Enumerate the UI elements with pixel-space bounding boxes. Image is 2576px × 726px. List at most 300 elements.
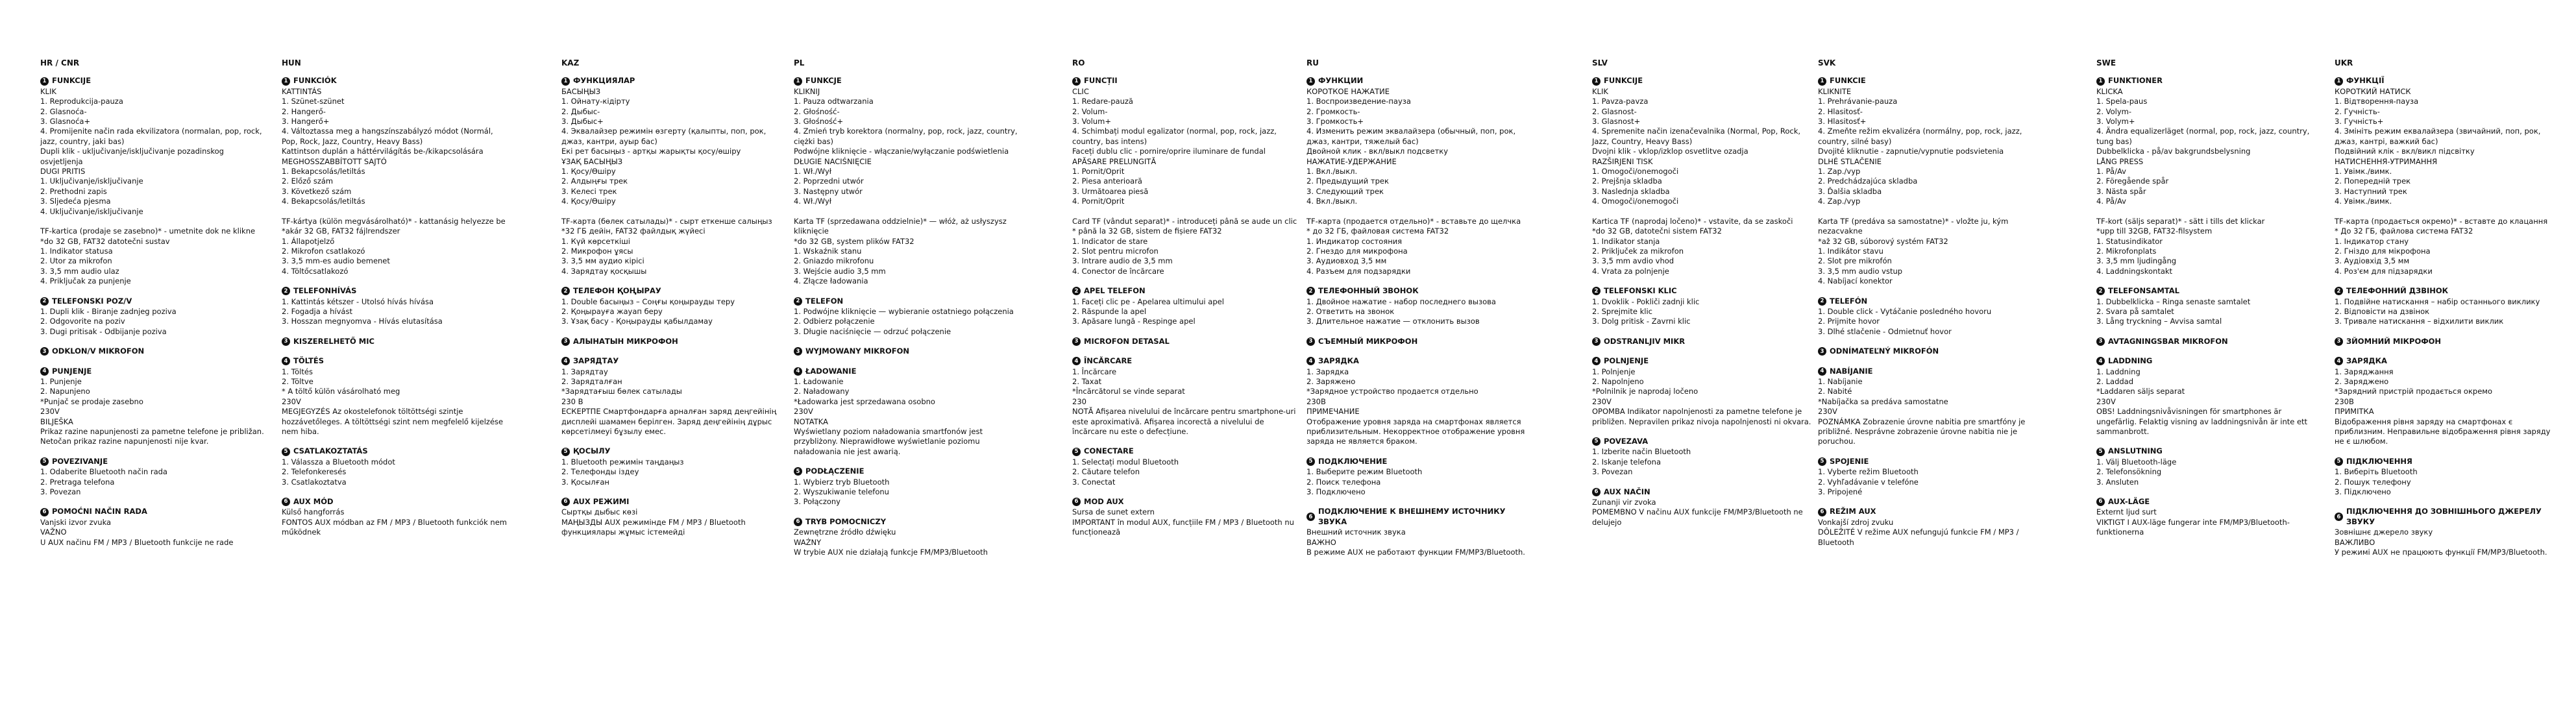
instruction-line: *až 32 GB, súborový systém FAT32	[1818, 236, 1948, 246]
instruction-line: 4. Spremenite način izenačevalnika (Normal, Pop, Rock, Jazz, Country, Heavy Bass)	[1592, 127, 1801, 146]
section-heading	[1592, 437, 1819, 446]
section-title: FUNKCIÓK	[293, 76, 337, 86]
instruction-line: 1. Double click - Vytáčanie posledného hovoru	[1818, 306, 1992, 316]
instruction-line: 230V	[282, 396, 301, 406]
instruction-line: ҰЗАҚ БАСЫҢЫЗ	[561, 156, 623, 166]
section-heading	[282, 337, 509, 346]
section-number-badge: 1	[2096, 77, 2105, 86]
instruction-line: 4. Nabíjací konektor	[1818, 276, 1893, 286]
instruction-line: 1. Bluetooth режимін таңдаңыз	[561, 457, 684, 466]
manual-section	[1818, 457, 2045, 498]
section-heading	[1818, 346, 2045, 356]
section-title: FUNKCIJE	[52, 76, 92, 86]
instruction-line: Екі рет басыңыз - артқы жарықты қосу/өшіру	[561, 147, 741, 156]
instruction-line: 1. Spela-paus	[2096, 97, 2148, 106]
section-number-badge: 5	[561, 448, 570, 456]
instruction-line: OBS! Laddningsnivåvisningen för smartphones är ungefärlig. Felaktig visning av laddningsnivån är inte ett sammanbrott.	[2096, 407, 2308, 436]
instruction-line: У режимі AUX не працюють функції FM/MP3/Bluetooth.	[2335, 548, 2547, 557]
instruction-line: 4. Wł./Wył	[794, 197, 832, 206]
section-heading	[2335, 76, 2562, 86]
section-title: ТЕЛЕФОННИЙ ДЗВІНОК	[2346, 286, 2449, 296]
section-heading	[1306, 356, 1534, 366]
instruction-line: 3. Glasnost+	[1592, 117, 1641, 127]
instruction-line: 4. Қосу/Өшіру	[561, 197, 616, 206]
instruction-line: 4. Laddningskontakt	[2096, 266, 2173, 276]
instruction-line: 4. Увімк./вимк.	[2335, 197, 2392, 206]
instruction-line: 2. Volym-	[2096, 106, 2131, 116]
section-title: ФУНКЦІЇ	[2346, 76, 2385, 86]
instruction-line: 1. Ładowanie	[794, 376, 844, 386]
instruction-line: 3. Ұзақ басу - Қоңырауды қабылдамау	[561, 317, 713, 326]
instruction-line: TF-kártya (külön megvásárolható)* - kattanásig helyezze be	[282, 216, 506, 226]
section-title: SPOJENIE	[1830, 456, 1869, 466]
section-heading	[2335, 286, 2562, 296]
section-heading	[40, 367, 267, 376]
instruction-line: 2. Slot pre mikrofón	[1818, 256, 1892, 266]
instruction-line: 1. Nabíjanie	[1818, 376, 1863, 386]
section-number-badge: 6	[1306, 513, 1315, 521]
instruction-line: 3. Sljedeća pjesma	[40, 197, 111, 206]
manual-section	[1072, 356, 1299, 437]
instruction-line: 2. Предыдущий трек	[1306, 176, 1389, 186]
instruction-line: БАСЫҢЫЗ	[561, 86, 601, 96]
instruction-line: 1. Töltés	[282, 367, 313, 376]
instruction-line: MEGJEGYZÉS Az okostelefonok töltöttségi szintje hozzávetőleges. A töltöttségi szint nem megfelelő kijelzése nem hiba.	[282, 407, 504, 436]
section-number-badge: 2	[282, 287, 290, 295]
section-number-badge: 6	[2335, 513, 2343, 521]
instruction-line: 1. Indicator de stare	[1072, 236, 1148, 246]
instruction-line: * până la 32 GB, sistem de fișiere FAT32	[1072, 226, 1222, 236]
section-heading	[1072, 337, 1299, 346]
manual-section	[2096, 286, 2324, 327]
manual-section	[1306, 286, 1534, 327]
manual-section	[1306, 337, 1534, 346]
instruction-line: 1. Uključivanje/isključivanje	[40, 176, 143, 186]
instruction-line: 2. Микрофон ұясы	[561, 246, 633, 256]
instruction-line: 4. Изменить режим эквалайзера (обычный, поп, рок, джаз, кантри, тяжелый бас)	[1306, 127, 1516, 146]
instruction-line: 2. Телефонды іздеу	[561, 467, 639, 477]
instruction-line: 3. Наступний трек	[2335, 186, 2407, 196]
instruction-line: 4. Promijenite način rada ekvilizatora (normalan, pop, rock, jazz, country, jaki bas)	[40, 127, 262, 146]
section-title: PUNJENJE	[52, 366, 92, 376]
spacer	[1072, 207, 1299, 217]
section-heading	[1306, 337, 1534, 346]
section-title: TELEFON	[805, 296, 844, 306]
section-title: APEL TELEFON	[1084, 286, 1146, 296]
instruction-line: 2. Napolnjeno	[1592, 376, 1644, 386]
section-number-badge: 5	[1592, 437, 1601, 446]
instruction-line: 2. Utor za mikrofon	[40, 256, 112, 266]
instruction-line: U AUX načinu FM / MP3 / Bluetooth funkcije ne rade	[40, 537, 234, 547]
instruction-line: 2. Vyhľadávanie v telefóne	[1818, 477, 1919, 487]
section-number-badge: 2	[1072, 287, 1081, 295]
language-code: HR / CNR	[40, 58, 80, 67]
instruction-line: 1. Indikátor stavu	[1818, 246, 1883, 256]
section-heading	[2335, 457, 2562, 466]
instruction-line: Отображение уровня заряда на смартфонах является приблизительным. Некорректное отображение уровня заряда не является браком.	[1306, 417, 1525, 446]
section-title: NABÍJANIE	[1830, 366, 1873, 376]
section-heading	[1306, 507, 1534, 527]
instruction-line: ПРИМЕЧАНИЕ	[1306, 407, 1360, 417]
section-heading	[1306, 457, 1534, 466]
instruction-line: 2. Відповісти на дзвінок	[2335, 306, 2430, 316]
instruction-line: 1. Индикатор состояния	[1306, 236, 1403, 246]
instruction-line: 4. Bekapcsolás/letiltás	[282, 197, 365, 206]
section-number-badge: 3	[40, 347, 49, 356]
instruction-line: Karta TF (sprzedawana oddzielnie)* — włóż, aż usłyszysz kliknięcie	[794, 216, 1007, 236]
section-heading	[2096, 286, 2324, 296]
instruction-line: ВАЖНО	[1306, 537, 1336, 547]
manual-section	[40, 367, 267, 447]
manual-section	[282, 497, 509, 538]
section-heading	[282, 446, 509, 456]
section-heading	[1592, 337, 1819, 346]
section-title: CSATLAKOZTATÁS	[293, 446, 368, 456]
section-title: FUNKCIJE	[1604, 76, 1643, 86]
manual-section	[1818, 76, 2045, 286]
section-heading	[794, 76, 1021, 86]
section-title: AVTAGNINGSBAR MIKROFON	[2108, 336, 2228, 346]
instruction-line: 2. Зарядталған	[561, 376, 622, 386]
instruction-line: 1. Válassza a Bluetooth módot	[282, 457, 395, 466]
instruction-line: POZNÁMKA Zobrazenie úrovne nabitia pre smartfóny je približné. Nesprávne zobrazenie úrovne nabitia nie je poruchou.	[1818, 417, 2026, 446]
instruction-line: 1. Szünet-szünet	[282, 97, 345, 106]
instruction-line: Відображення рівня заряду на смартфонах є приблизним. Неправильне відображення рівня заряду не є шлюбом.	[2335, 417, 2551, 446]
section-number-badge: 5	[2335, 457, 2343, 466]
instruction-line: 3. Povezan	[40, 487, 81, 497]
instruction-line: 2. Ответить на звонок	[1306, 306, 1395, 316]
instruction-line: 2. Громкость-	[1306, 106, 1360, 116]
instruction-line: 2. Алдыңғы трек	[561, 176, 628, 186]
instruction-line: *do 32 GB, system plików FAT32	[794, 236, 914, 246]
instruction-line: 3. Apăsare lungă - Respinge apel	[1072, 317, 1196, 326]
instruction-line: 1. Pavza-pavza	[1592, 97, 1649, 106]
section-heading	[40, 296, 267, 306]
manual-section	[1818, 367, 2045, 447]
instruction-line: KLIK	[1592, 86, 1608, 96]
section-heading	[561, 356, 789, 366]
language-column	[282, 58, 509, 548]
section-heading	[1306, 76, 1534, 86]
instruction-line: Sursa de sunet extern	[1072, 507, 1155, 517]
section-heading	[2096, 446, 2324, 456]
manual-section	[794, 346, 1021, 356]
section-number-badge: 2	[1306, 287, 1315, 295]
instruction-line: 1. Laddning	[2096, 367, 2141, 376]
instruction-line: Faceți dublu clic - pornire/oprire iluminare de fundal	[1072, 147, 1266, 156]
instruction-line: NOTATKA	[794, 417, 828, 426]
section-number-badge: 1	[282, 77, 290, 86]
instruction-line: 1. Indikator stanja	[1592, 236, 1660, 246]
instruction-line: Prikaz razine napunjenosti za pametne telefone je približan. Netočan prikaz razine napunjenosti nije kvar.	[40, 427, 264, 446]
instruction-line: 4. Priključak za punjenje	[40, 276, 131, 286]
instruction-line: DLHÉ STLAČENIE	[1818, 156, 1882, 166]
instruction-line: 3. Hlasitosť+	[1818, 117, 1867, 127]
manual-section	[40, 346, 267, 356]
section-heading	[40, 346, 267, 356]
manual-section	[40, 507, 267, 548]
manual-section	[1592, 437, 1819, 478]
language-column	[1592, 58, 1819, 537]
section-heading	[1818, 76, 2045, 86]
instruction-line: 3. Ďalšia skladba	[1818, 186, 1882, 196]
instruction-line: MEGHOSSZABBÍTOTT SAJTÓ	[282, 156, 387, 166]
section-title: TELEFÓN	[1830, 296, 1868, 306]
instruction-line: МАҢЫЗДЫ AUX режимінде FM / MP3 / Bluetooth функциялары жұмыс істемейді	[561, 517, 746, 537]
instruction-line: 2. Telefonkeresés	[282, 467, 347, 477]
instruction-line: 3. 3,5 мм аудио кірісі	[561, 256, 644, 266]
instruction-line: *Зарядное устройство продается отдельно	[1306, 387, 1478, 396]
instruction-line: 2. Fogadja a hívást	[282, 306, 352, 316]
section-heading	[794, 517, 1021, 527]
section-title: ЗЙОМНИЙ МІКРОФОН	[2346, 336, 2442, 346]
manual-section	[1072, 286, 1299, 327]
instruction-line: 2. Поиск телефона	[1306, 477, 1381, 487]
section-number-badge: 6	[40, 508, 49, 516]
instruction-line: *Nabíjačka sa predáva samostatne	[1818, 396, 1948, 406]
spacer	[282, 207, 509, 217]
instruction-line: POMEMBNO V načinu AUX funkcije FM/MP3/Bluetooth ne delujejo	[1592, 507, 1803, 527]
section-title: MOD AUX	[1084, 497, 1124, 507]
section-number-badge: 4	[561, 357, 570, 365]
instruction-line: 3. Hangerő+	[282, 117, 330, 127]
section-number-badge: 3	[1072, 337, 1081, 346]
instruction-line: 2. Қоңырауға жауап беру	[561, 306, 663, 316]
language-column	[1072, 58, 1299, 548]
instruction-line: 2. Glasnost-	[1592, 106, 1637, 116]
section-heading	[1072, 286, 1299, 296]
instruction-line: *upp till 32GB, FAT32-filsystem	[2096, 226, 2213, 236]
section-number-badge: 4	[2096, 357, 2105, 365]
manual-section	[1592, 286, 1819, 327]
instruction-line: 3. Підключено	[2335, 487, 2391, 497]
manual-section	[282, 446, 509, 487]
instruction-line: КОРОТКИЙ НАТИСК	[2335, 86, 2411, 96]
instruction-line: 230В	[1306, 396, 1326, 406]
manual-section	[561, 356, 789, 437]
manual-section	[2096, 356, 2324, 437]
instruction-line: 1. Двойное нажатие - набор последнего вызова	[1306, 296, 1496, 306]
instruction-line: *do 32 GB, datotečni sistem FAT32	[1592, 226, 1722, 236]
instruction-line: Kattintson duplán a háttérvilágítás be-/kikapcsolására	[282, 147, 484, 156]
instruction-line: 2. Пошук телефону	[2335, 477, 2411, 487]
section-title: ÎNCĂRCARE	[1084, 356, 1133, 366]
language-column	[561, 58, 789, 548]
instruction-line: 2. Svara på samtalet	[2096, 306, 2174, 316]
instruction-line: 1. Dubbelklicka – Ringa senaste samtalet	[2096, 296, 2251, 306]
manual-section	[282, 76, 509, 276]
section-heading	[2335, 337, 2562, 346]
instruction-line: *32 ГБ дейін, FAT32 файлдық жүйесі	[561, 226, 705, 236]
manual-section	[794, 76, 1021, 286]
section-title: АЛЫНАТЫН МИКРОФОН	[573, 336, 678, 346]
section-heading	[1072, 497, 1299, 507]
manual-section	[2096, 337, 2324, 346]
instruction-line: 3. Pripojené	[1818, 487, 1863, 497]
instruction-line: 3. Дыбыс+	[561, 117, 604, 127]
instruction-line: 1. Увімк./вимк.	[2335, 167, 2392, 176]
section-number-badge: 3	[2096, 337, 2105, 346]
instruction-line: 2. Nabité	[1818, 387, 1852, 396]
section-title: СЪЕМНЫЙ МИКРОФОН	[1318, 336, 1418, 346]
instruction-line: DŁUGIE NACIŚNIĘCIE	[794, 156, 872, 166]
section-heading	[2096, 356, 2324, 366]
language-code: KAZ	[561, 58, 580, 67]
section-heading	[794, 346, 1021, 356]
instruction-line: 230V	[794, 407, 813, 417]
manual-section	[1592, 487, 1819, 528]
instruction-line: 2. Odgovorite na poziv	[40, 317, 125, 326]
instruction-line: 1. Vyberte režim Bluetooth	[1818, 467, 1919, 477]
section-heading	[2335, 507, 2562, 527]
instruction-line: Внешний источник звука	[1306, 527, 1406, 537]
language-code: PL	[794, 58, 805, 67]
language-column	[1818, 58, 2045, 557]
section-number-badge: 4	[282, 357, 290, 365]
instruction-line: 3. Naslednja skladba	[1592, 186, 1670, 196]
section-heading	[1818, 367, 2045, 376]
instruction-line: 4. Змініть режим еквалайзера (звичайний, поп, рок, джаз, кантрі, важкий бас)	[2335, 127, 2541, 146]
instruction-line: 2. Гнездо для микрофона	[1306, 246, 1408, 256]
manual-section	[1306, 507, 1534, 557]
instruction-line: 1. Зарядка	[1306, 367, 1349, 376]
section-title: ТЕЛЕФОН ҚОҢЫРАУ	[573, 286, 661, 296]
section-title: FUNKTIONER	[2108, 76, 2163, 86]
language-column	[794, 58, 1021, 567]
instruction-line: ТF-карта (бөлек сатылады)* - сырт еткенше салыңыз	[561, 216, 772, 226]
instruction-line: 3. Громкость+	[1306, 117, 1364, 127]
section-title: ҚОСЫЛУ	[573, 446, 611, 456]
section-heading	[40, 507, 267, 516]
instruction-line: 3. Dugi pritisak - Odbijanje poziva	[40, 326, 167, 336]
section-heading	[1072, 446, 1299, 456]
instruction-line: 3. 3,5 mm ljudingång	[2096, 256, 2177, 266]
section-number-badge: 2	[1592, 287, 1601, 295]
instruction-line: 230В	[2335, 396, 2354, 406]
instruction-line: 1. Punjenje	[40, 376, 82, 386]
section-title: ЗАРЯДКА	[1318, 356, 1359, 366]
instruction-line: KATTINTÁS	[282, 86, 322, 96]
instruction-line: 3. Келесі трек	[561, 186, 617, 196]
manual-section	[1818, 296, 2045, 337]
instruction-line: 2. Гніздо для мікрофона	[2335, 246, 2431, 256]
section-title: POVEZIVANJE	[52, 456, 108, 466]
instruction-line: 1. Pauza odtwarzania	[794, 97, 874, 106]
instruction-line: 1. Виберіть Bluetooth	[2335, 467, 2418, 477]
section-heading	[282, 76, 509, 86]
instruction-line: 4. Vrata za polnjenje	[1592, 266, 1669, 276]
section-number-badge: 4	[1592, 357, 1601, 365]
instruction-line: 3. Dolg pritisk - Zavrni klic	[1592, 317, 1691, 326]
instruction-line: Wyświetlany poziom naładowania smartfonów jest przybliżony. Nieprawidłowe wyświetlanie poziomu naładowania nie jest awarią.	[794, 427, 983, 456]
section-number-badge: 1	[794, 77, 802, 86]
language-code: HUN	[282, 58, 301, 67]
instruction-line: APĂSARE PRELUNGITĂ	[1072, 156, 1157, 166]
instruction-line: 2. Volum-	[1072, 106, 1108, 116]
section-title: FUNCȚII	[1084, 76, 1118, 86]
manual-section	[561, 337, 789, 346]
instruction-line: ТF-карта (продається окремо)* - вставте до клацання	[2335, 216, 2548, 226]
section-title: TELEFONSKI POZ/V	[52, 296, 132, 306]
instruction-line: Zewnętrzne źródło dźwięku	[794, 527, 896, 537]
instruction-line: * до 32 ГБ, файловая система FAT32	[1306, 226, 1449, 236]
instruction-line: 1. Қосу/Өшіру	[561, 167, 616, 176]
instruction-line: 1. Selectați modul Bluetooth	[1072, 457, 1179, 466]
instruction-line: *Зарядний пристрій продається окремо	[2335, 387, 2493, 396]
instruction-line: Kartica TF (naprodaj ločeno)* - vstavite, da se zaskoči	[1592, 216, 1793, 226]
manual-section	[2335, 457, 2562, 498]
instruction-line: 2. Glasnoća-	[40, 106, 87, 116]
instruction-line: KLIK	[40, 86, 56, 96]
section-title: MICROFON DETASAL	[1084, 336, 1170, 346]
instruction-line: 3. Glasnoća+	[40, 117, 91, 127]
instruction-line: 2. Előző szám	[282, 176, 334, 186]
instruction-line: 1. Állapotjelző	[282, 236, 335, 246]
instruction-line: VIKTIGT I AUX-läge fungerar inte FM/MP3/Bluetooth-funktionerna	[2096, 517, 2290, 537]
instruction-line: 4. Schimbați modul egalizator (normal, pop, rock, jazz, country, bas intens)	[1072, 127, 1277, 146]
section-heading	[561, 497, 789, 507]
manual-section	[2096, 497, 2324, 538]
section-title: AUX РЕЖИМІ	[573, 497, 630, 507]
instruction-line: 4. Conector de încărcare	[1072, 266, 1164, 276]
instruction-line: KLICKA	[2096, 86, 2123, 96]
instruction-line: 3. Długie naciśnięcie — odrzuć połączenie	[794, 326, 951, 336]
instruction-line: 2. Poprzedni utwór	[794, 176, 864, 186]
section-number-badge: 1	[1818, 77, 1826, 86]
instruction-line: Dvojni klik - vklop/izklop osvetlitve ozadja	[1592, 147, 1748, 156]
instruction-line: *Punjač se prodaje zasebno	[40, 396, 143, 406]
section-title: TELEFONSAMTAL	[2108, 286, 2179, 296]
instruction-line: 2. Prijmite hovor	[1818, 317, 1880, 326]
instruction-line: 1. Indikator statusa	[40, 246, 113, 256]
instruction-line: 1. Выберите режим Bluetooth	[1306, 467, 1423, 477]
section-number-badge: 2	[40, 297, 49, 306]
section-heading	[1592, 487, 1819, 497]
instruction-line: 4. Разъем для подзарядки	[1306, 266, 1411, 276]
section-heading	[1072, 356, 1299, 366]
section-number-badge: 3	[1818, 347, 1826, 356]
instruction-line: 230V	[1592, 396, 1612, 406]
section-number-badge: 4	[794, 367, 802, 376]
instruction-line: 2. Iskanje telefona	[1592, 457, 1662, 466]
language-code: UKR	[2335, 58, 2353, 67]
instruction-line: 4. Вкл./выкл.	[1306, 197, 1358, 206]
instruction-line: 3. Következő szám	[282, 186, 352, 196]
instruction-line: 1. Încărcare	[1072, 367, 1117, 376]
instruction-line: 1. Ойнату-кідірту	[561, 97, 630, 106]
instruction-line: 2. Mikrofon csatlakozó	[282, 246, 365, 256]
manual-section	[561, 497, 789, 538]
instruction-line: RAZŠIRJENI TISK	[1592, 156, 1653, 166]
language-column	[2335, 58, 2562, 567]
section-title: ФУНКЦИИ	[1318, 76, 1364, 86]
section-number-badge: 5	[794, 467, 802, 476]
manual-section	[2096, 446, 2324, 487]
instruction-line: 2. Taxat	[1072, 376, 1102, 386]
section-title: ЗАРЯДТАУ	[573, 356, 619, 366]
section-title: PODŁĄCZENIE	[805, 466, 865, 476]
section-number-badge: 4	[1306, 357, 1315, 365]
instruction-line: 2. Napunjeno	[40, 387, 90, 396]
section-title: ПІДКЛЮЧЕННЯ ДО ЗОВНІШНЬОГО ДЖЕРЕЛУ ЗВУКУ	[2346, 507, 2542, 526]
section-title: ПІДКЛЮЧЕННЯ	[2346, 456, 2412, 466]
instruction-line: Зовнішнє джерело звуку	[2335, 527, 2433, 537]
section-number-badge: 4	[1072, 357, 1081, 365]
instruction-line: 1. Күй көрсеткіші	[561, 236, 630, 246]
instruction-line: WAŻNY	[794, 537, 822, 547]
instruction-line: 3. Тривале натискання – відхилити виклик	[2335, 317, 2504, 326]
instruction-line: 3. Аудиовход 3,5 мм	[1306, 256, 1387, 266]
